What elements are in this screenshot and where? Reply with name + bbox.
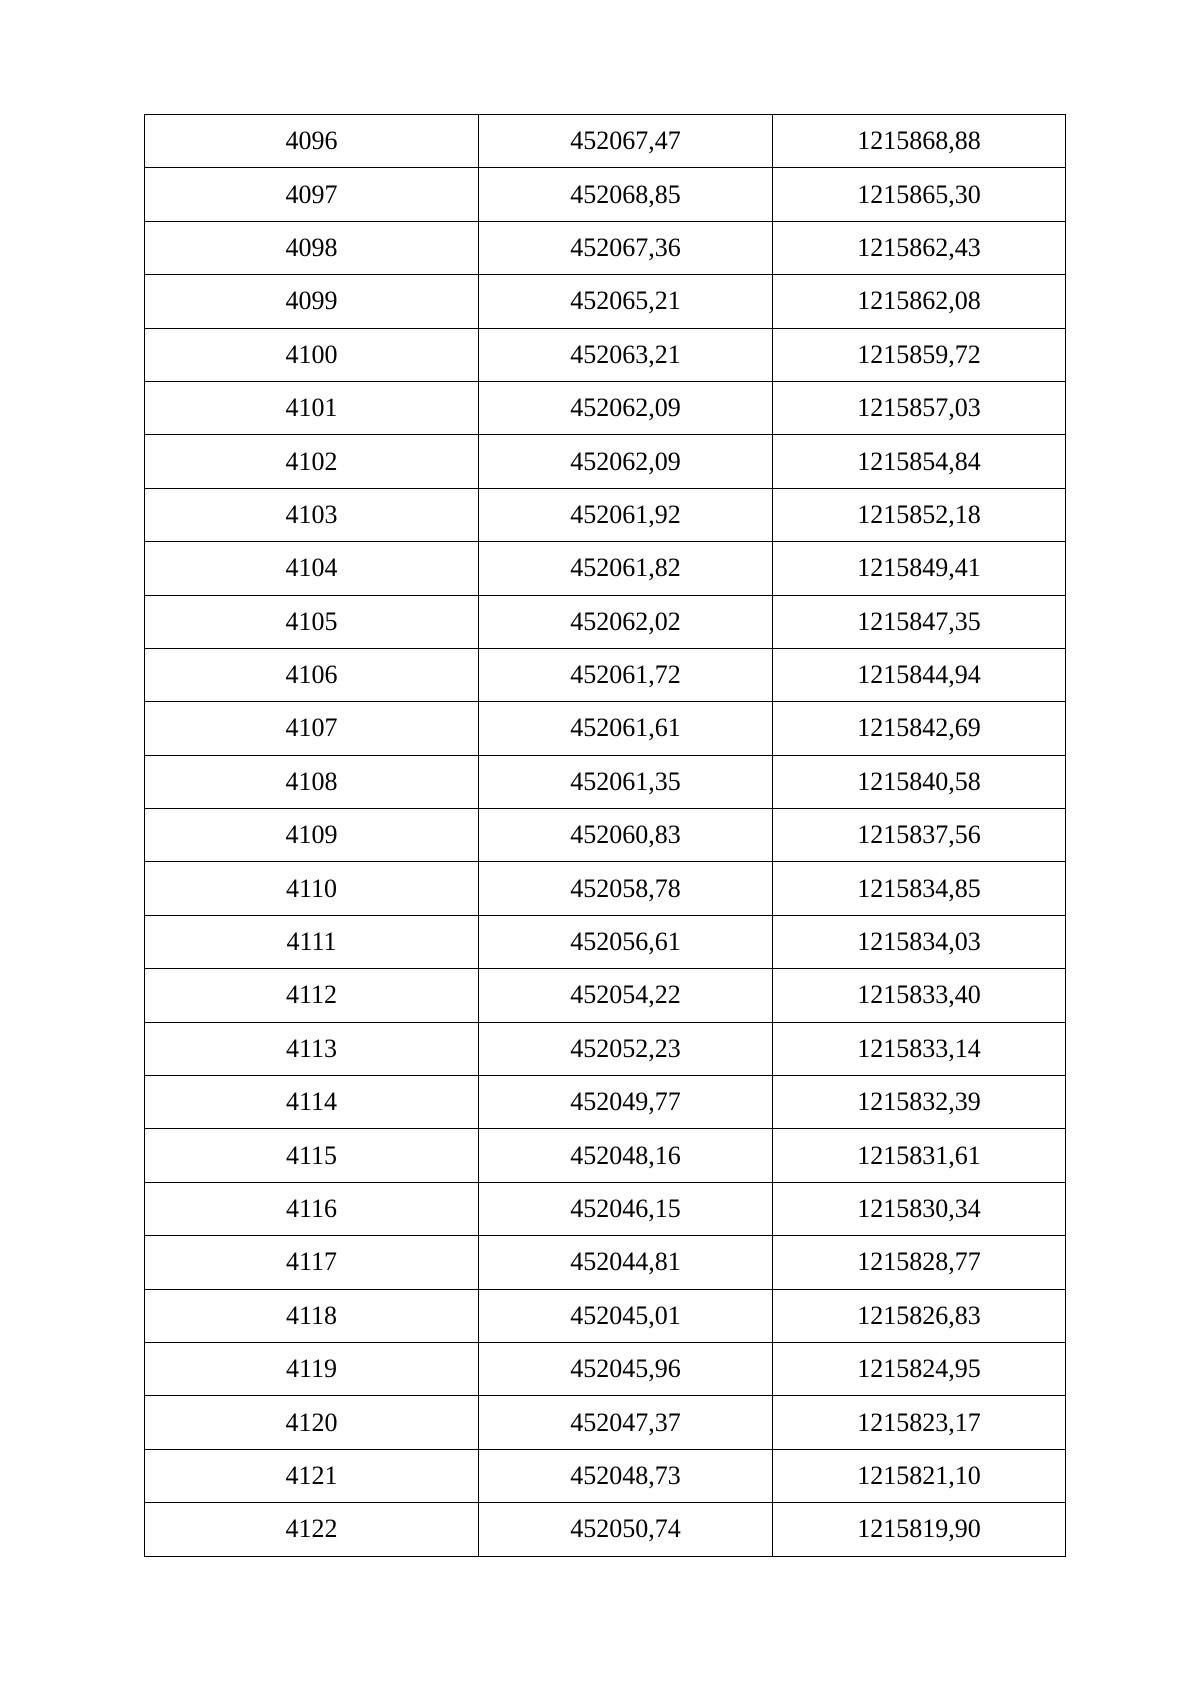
- point-number-cell: 4113: [145, 1022, 479, 1075]
- y-coordinate-cell: 1215840,58: [773, 755, 1066, 808]
- x-coordinate-cell: 452045,96: [479, 1342, 773, 1395]
- x-coordinate-cell: 452058,78: [479, 862, 773, 915]
- table-row: [145, 221, 1066, 274]
- y-coordinate-cell: 1215830,34: [773, 1182, 1066, 1235]
- x-coordinate-cell: 452048,73: [479, 1449, 773, 1502]
- x-coordinate-cell: 452050,74: [479, 1503, 773, 1556]
- y-coordinate-cell: 1215852,18: [773, 488, 1066, 541]
- y-coordinate-cell: 1215865,30: [773, 168, 1066, 221]
- table-row: [145, 168, 1066, 221]
- table-row: [145, 1182, 1066, 1235]
- x-coordinate-cell: 452060,83: [479, 809, 773, 862]
- point-number-cell: 4099: [145, 275, 479, 328]
- y-coordinate-cell: 1215834,85: [773, 862, 1066, 915]
- y-coordinate-cell: 1215826,83: [773, 1289, 1066, 1342]
- y-coordinate-cell: 1215824,95: [773, 1342, 1066, 1395]
- x-coordinate-cell: 452054,22: [479, 969, 773, 1022]
- table-row: [145, 542, 1066, 595]
- x-coordinate-cell: 452062,09: [479, 435, 773, 488]
- y-coordinate-cell: 1215828,77: [773, 1236, 1066, 1289]
- y-coordinate-cell: 1215849,41: [773, 542, 1066, 595]
- y-coordinate-cell: 1215832,39: [773, 1076, 1066, 1129]
- x-coordinate-cell: 452061,72: [479, 648, 773, 701]
- y-coordinate-cell: 1215862,43: [773, 221, 1066, 274]
- x-coordinate-cell: 452067,47: [479, 115, 773, 168]
- point-number-cell: 4096: [145, 115, 479, 168]
- y-coordinate-cell: 1215847,35: [773, 595, 1066, 648]
- y-coordinate-cell: 1215859,72: [773, 328, 1066, 381]
- point-number-cell: 4107: [145, 702, 479, 755]
- table-row: [145, 1022, 1066, 1075]
- point-number-cell: 4105: [145, 595, 479, 648]
- table-row: [145, 915, 1066, 968]
- x-coordinate-cell: 452068,85: [479, 168, 773, 221]
- y-coordinate-cell: 1215819,90: [773, 1503, 1066, 1556]
- point-number-cell: 4115: [145, 1129, 479, 1182]
- x-coordinate-cell: 452056,61: [479, 915, 773, 968]
- table-row: [145, 595, 1066, 648]
- table-row: [145, 1076, 1066, 1129]
- x-coordinate-cell: 452049,77: [479, 1076, 773, 1129]
- point-number-cell: 4121: [145, 1449, 479, 1502]
- point-number-cell: 4108: [145, 755, 479, 808]
- table-row: [145, 1289, 1066, 1342]
- y-coordinate-cell: 1215837,56: [773, 809, 1066, 862]
- point-number-cell: 4104: [145, 542, 479, 595]
- x-coordinate-cell: 452061,61: [479, 702, 773, 755]
- table-row: [145, 1503, 1066, 1556]
- x-coordinate-cell: 452052,23: [479, 1022, 773, 1075]
- coordinates-table-body: [145, 115, 1066, 1557]
- x-coordinate-cell: 452061,82: [479, 542, 773, 595]
- point-number-cell: 4109: [145, 809, 479, 862]
- x-coordinate-cell: 452062,09: [479, 381, 773, 434]
- table-row: [145, 381, 1066, 434]
- y-coordinate-cell: 1215821,10: [773, 1449, 1066, 1502]
- table-row: [145, 435, 1066, 488]
- x-coordinate-cell: 452065,21: [479, 275, 773, 328]
- x-coordinate-cell: 452044,81: [479, 1236, 773, 1289]
- table-row: [145, 1236, 1066, 1289]
- point-number-cell: 4101: [145, 381, 479, 434]
- table-row: [145, 969, 1066, 1022]
- y-coordinate-cell: 1215842,69: [773, 702, 1066, 755]
- table-row: [145, 1449, 1066, 1502]
- table-row: [145, 275, 1066, 328]
- point-number-cell: 4122: [145, 1503, 479, 1556]
- point-number-cell: 4098: [145, 221, 479, 274]
- x-coordinate-cell: 452063,21: [479, 328, 773, 381]
- table-row: [145, 115, 1066, 168]
- point-number-cell: 4097: [145, 168, 479, 221]
- y-coordinate-cell: 1215833,14: [773, 1022, 1066, 1075]
- point-number-cell: 4111: [145, 915, 479, 968]
- y-coordinate-cell: 1215868,88: [773, 115, 1066, 168]
- y-coordinate-cell: 1215833,40: [773, 969, 1066, 1022]
- table-row: [145, 702, 1066, 755]
- point-number-cell: 4112: [145, 969, 479, 1022]
- point-number-cell: 4116: [145, 1182, 479, 1235]
- table-row: [145, 809, 1066, 862]
- point-number-cell: 4103: [145, 488, 479, 541]
- y-coordinate-cell: 1215844,94: [773, 648, 1066, 701]
- table-row: [145, 1129, 1066, 1182]
- x-coordinate-cell: 452046,15: [479, 1182, 773, 1235]
- x-coordinate-cell: 452045,01: [479, 1289, 773, 1342]
- table-row: [145, 488, 1066, 541]
- point-number-cell: 4119: [145, 1342, 479, 1395]
- y-coordinate-cell: 1215862,08: [773, 275, 1066, 328]
- point-number-cell: 4114: [145, 1076, 479, 1129]
- x-coordinate-cell: 452061,92: [479, 488, 773, 541]
- table-row: [145, 1342, 1066, 1395]
- x-coordinate-cell: 452067,36: [479, 221, 773, 274]
- point-number-cell: 4120: [145, 1396, 479, 1449]
- table-row: [145, 328, 1066, 381]
- point-number-cell: 4110: [145, 862, 479, 915]
- table-row: [145, 1396, 1066, 1449]
- table-row: [145, 755, 1066, 808]
- y-coordinate-cell: 1215834,03: [773, 915, 1066, 968]
- y-coordinate-cell: 1215831,61: [773, 1129, 1066, 1182]
- y-coordinate-cell: 1215823,17: [773, 1396, 1066, 1449]
- y-coordinate-cell: 1215854,84: [773, 435, 1066, 488]
- y-coordinate-cell: 1215857,03: [773, 381, 1066, 434]
- x-coordinate-cell: 452062,02: [479, 595, 773, 648]
- point-number-cell: 4100: [145, 328, 479, 381]
- table-row: [145, 862, 1066, 915]
- point-number-cell: 4118: [145, 1289, 479, 1342]
- point-number-cell: 4102: [145, 435, 479, 488]
- coordinates-table: [144, 114, 1066, 1557]
- table-row: [145, 648, 1066, 701]
- x-coordinate-cell: 452061,35: [479, 755, 773, 808]
- x-coordinate-cell: 452048,16: [479, 1129, 773, 1182]
- point-number-cell: 4106: [145, 648, 479, 701]
- point-number-cell: 4117: [145, 1236, 479, 1289]
- x-coordinate-cell: 452047,37: [479, 1396, 773, 1449]
